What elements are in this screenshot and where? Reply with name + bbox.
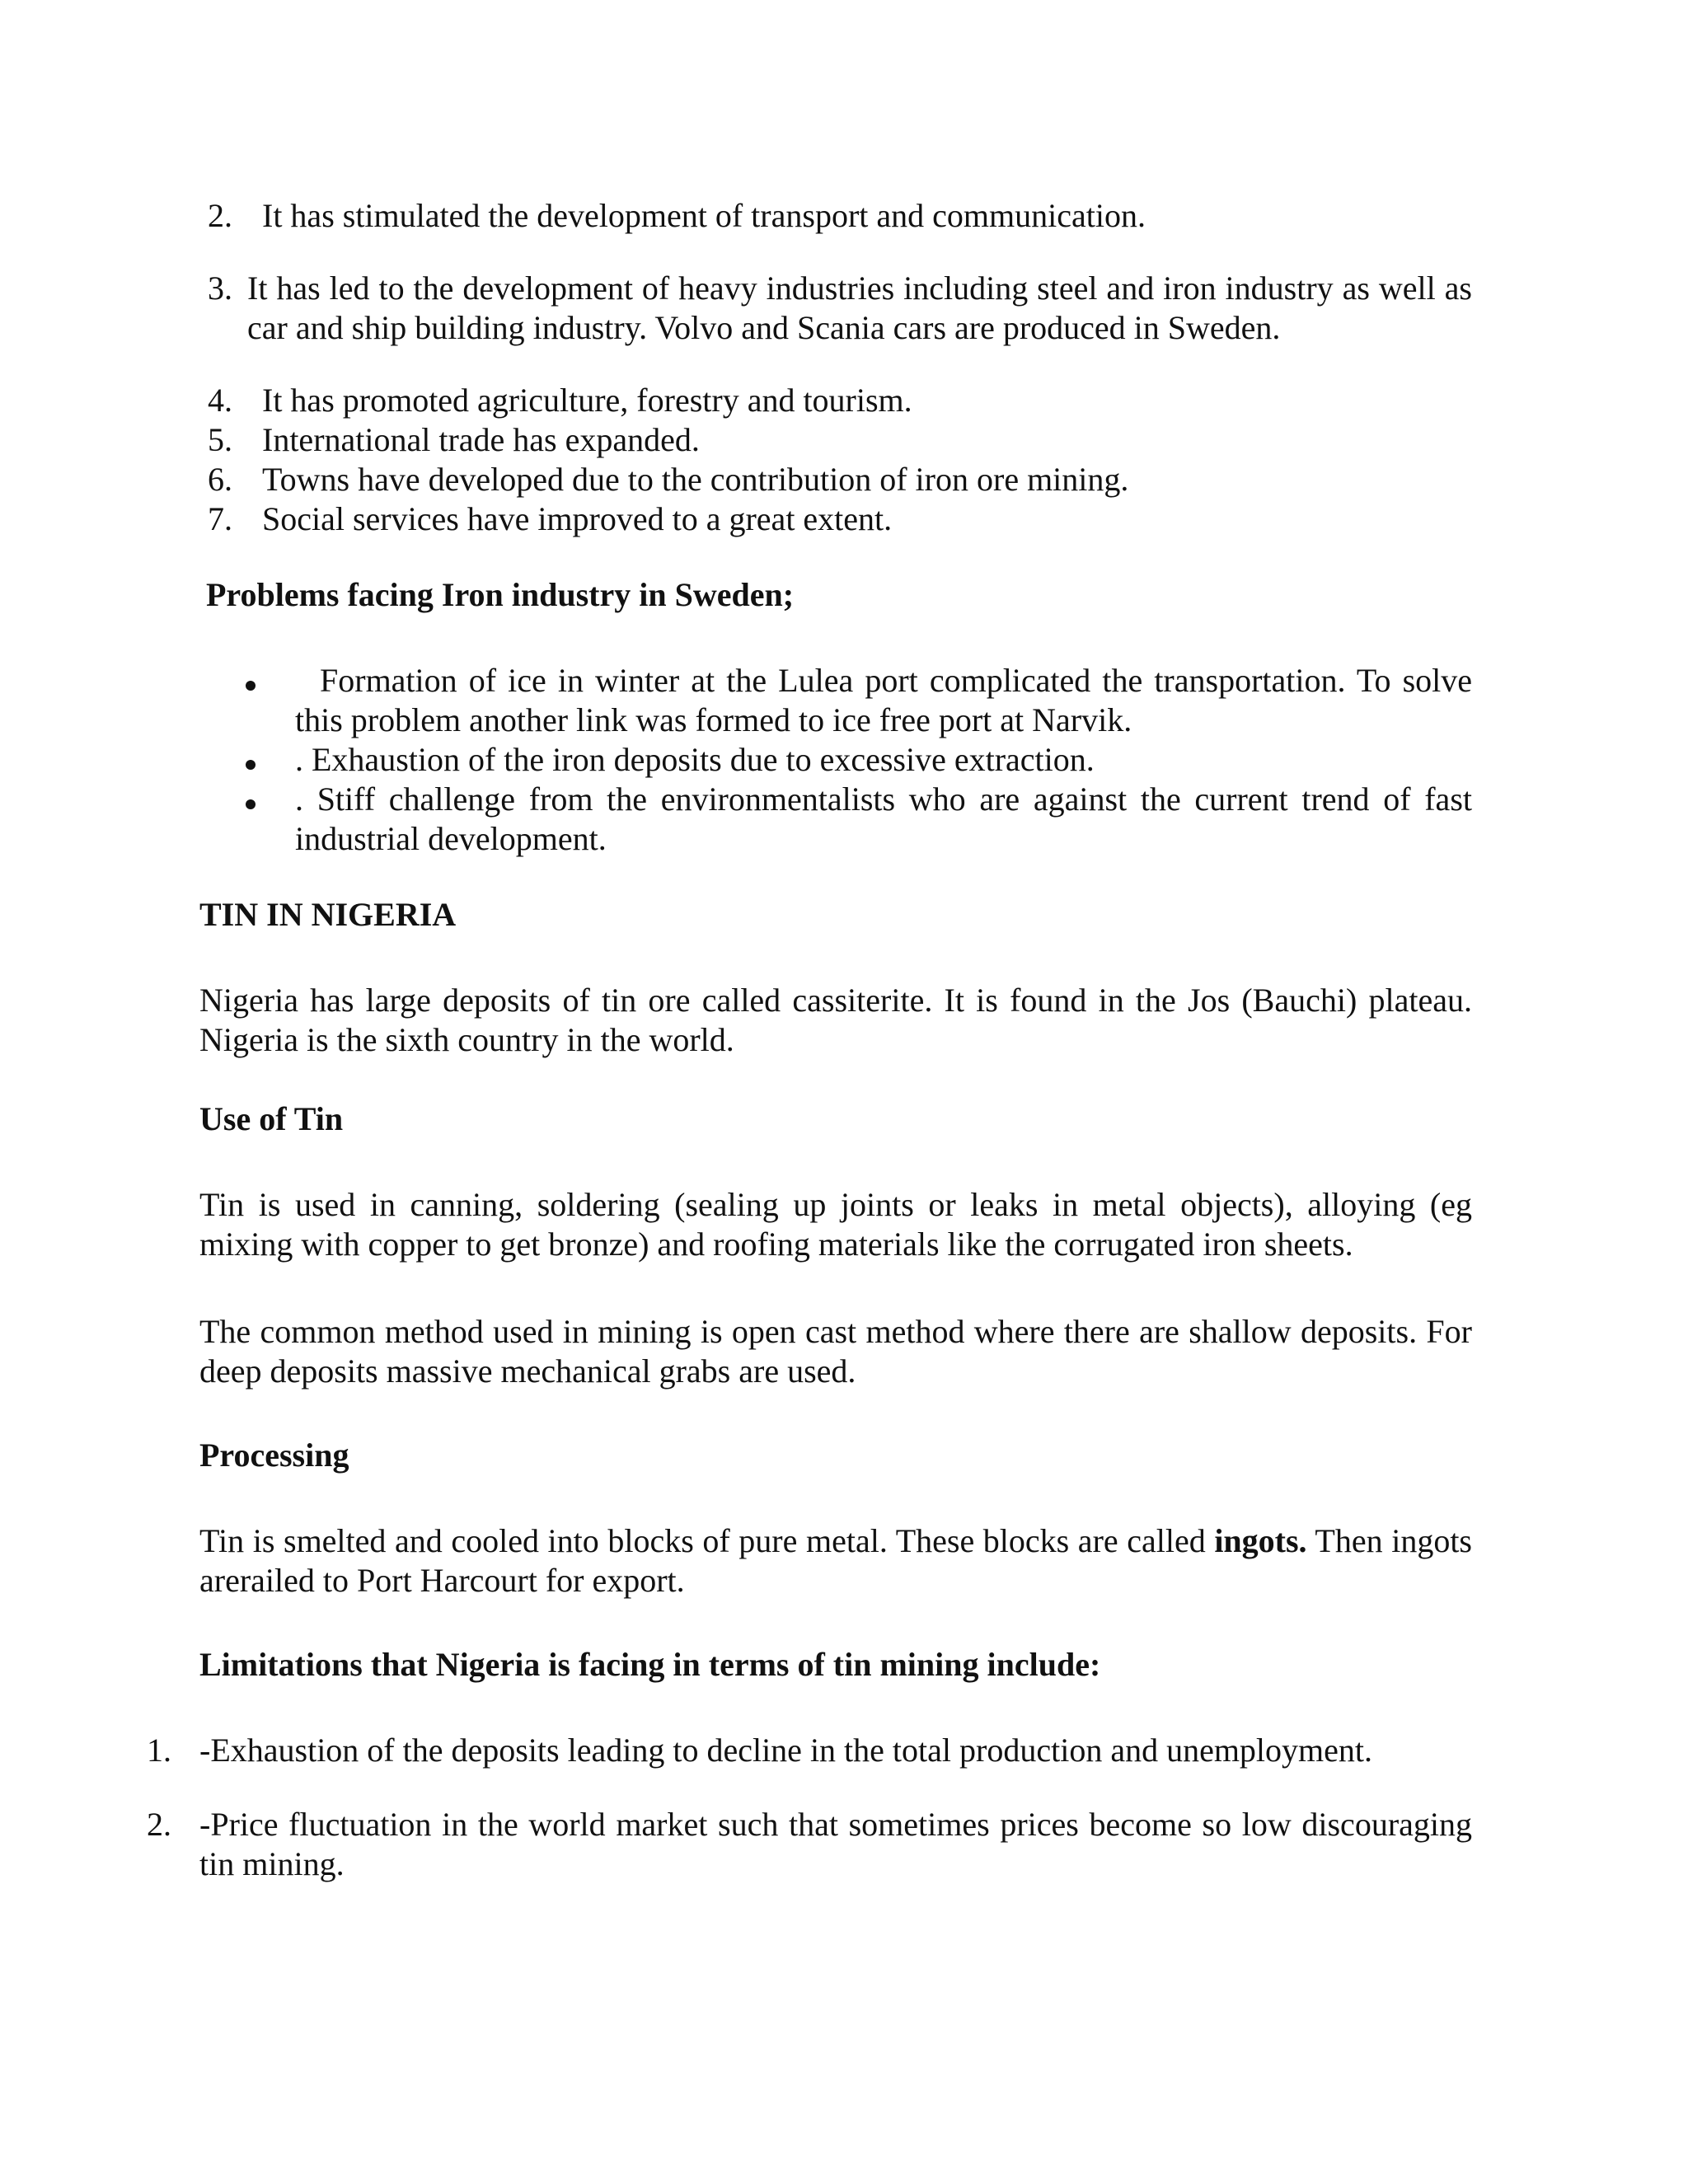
list-number: 4. (208, 382, 232, 419)
limitations-heading: Limitations that Nigeria is facing in terms of tin mining include: (199, 1646, 1101, 1683)
problems-heading: Problems facing Iron industry in Sweden; (206, 576, 795, 613)
list-number: 7. (208, 500, 232, 537)
list-item (247, 269, 1472, 348)
processing-bold-term: ingots. (1214, 1522, 1307, 1559)
list-item: Formation of ice in winter at the Lulea port complicated the transportation. To solve this problem another link was formed to ice free port at Narvik. (295, 662, 1472, 738)
paragraph-use: Tin is used in canning, soldering (sealing up joints or leaks in metal objects), alloying (eg mixing with copper to get bronze) and roofing materials like the corrugated iron sheets. (199, 1186, 1472, 1263)
list-number: 3. (208, 269, 232, 307)
processing-text-2: Then ingots arerailed to Port Harcourt for export. (199, 1522, 1472, 1599)
list-item: It has promoted agriculture, forestry and tourism. (262, 382, 912, 419)
list-number: 2. (208, 197, 232, 234)
list-number: 5. (208, 421, 232, 458)
list-number: 1. (147, 1732, 171, 1769)
list-item: It has stimulated the development of transport and communication. (262, 197, 1146, 234)
list-number: 2. (147, 1806, 171, 1843)
list-item: Social services have improved to a great extent. (262, 500, 893, 537)
section-heading-processing: Processing (199, 1436, 349, 1474)
list-item: Towns have developed due to the contribution of iron ore mining. (262, 461, 1129, 498)
list-item: International trade has expanded. (262, 421, 700, 458)
section-heading-use: Use of Tin (199, 1100, 344, 1137)
list-item-text: It has led to the development of heavy industries including steel and iron industry as well as car and ship building industry. Volvo and Scania cars are produced in Sweden. (247, 269, 1472, 346)
paragraph-mining: The common method used in mining is open cast method where there are shallow deposits. For deep deposits massive mechanical grabs are used. (199, 1313, 1472, 1390)
list-item: . Stiff challenge from the environmentalists who are against the current trend of fast industrial development. (295, 780, 1472, 857)
list-item: . Exhaustion of the iron deposits due to excessive extraction. (295, 741, 1095, 778)
processing-text-1: Tin is smelted and cooled into blocks of pure metal. These blocks are called (199, 1522, 1215, 1559)
section-heading-tin: TIN IN NIGERIA (199, 896, 457, 933)
paragraph-tin-intro: Nigeria has large deposits of tin ore called cassiterite. It is found in the Jos (Bauchi) plateau. Nigeria is the sixth country in the world. (199, 982, 1472, 1058)
bullet-icon (246, 681, 256, 691)
list-item: -Exhaustion of the deposits leading to decline in the total production and unemployment. (199, 1732, 1373, 1769)
paragraph-processing (199, 1521, 1472, 1601)
list-number: 6. (208, 461, 232, 498)
list-item: -Price fluctuation in the world market such that sometimes prices become so low discouraging tin mining. (199, 1806, 1472, 1882)
bullet-icon (246, 760, 256, 770)
bullet-icon (246, 799, 256, 809)
